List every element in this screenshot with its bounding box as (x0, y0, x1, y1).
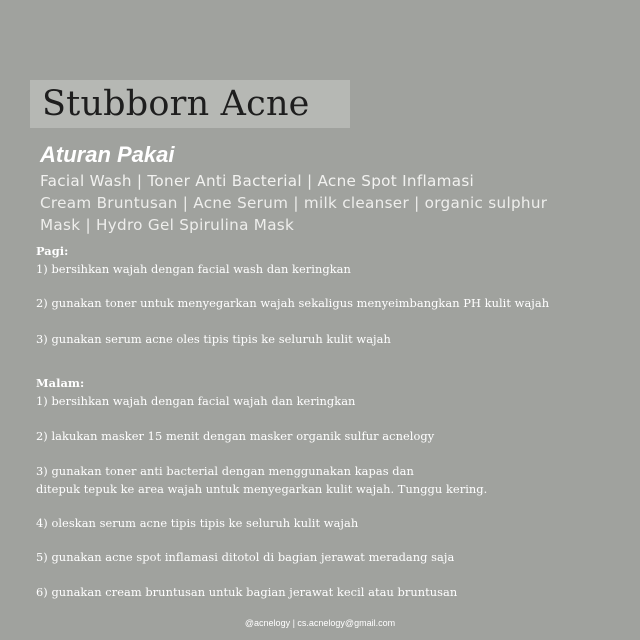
night-step: 5) gunakan acne spot inflamasi ditotol di bagian jerawat meradang saja (36, 550, 455, 564)
night-step: 2) lakukan masker 15 menit dengan masker organik sulfur acnelogy (36, 429, 435, 443)
morning-step: 2) gunakan toner untuk menyegarkan wajah sekaligus menyeimbangkan PH kulit wajah (36, 296, 550, 310)
product-line: Cream Bruntusan | Acne Serum | milk cleanser | organic sulphur (40, 194, 548, 212)
night-step: 3) gunakan toner anti bacterial dengan menggunakan kapas dan (36, 464, 414, 478)
night-step: 4) oleskan serum acne tipis tipis ke seluruh kulit wajah (36, 516, 359, 530)
morning-step: 3) gunakan serum acne oles tipis tipis ke seluruh kulit wajah (36, 332, 391, 346)
night-heading: Malam: (36, 376, 85, 390)
product-line: Facial Wash | Toner Anti Bacterial | Acne Spot Inflamasi (40, 172, 475, 190)
night-step: 6) gunakan cream bruntusan untuk bagian jerawat kecil atau bruntusan (36, 585, 458, 599)
product-list (40, 170, 620, 236)
night-step-continuation: ditepuk tepuk ke area wajah untuk menyegarkan kulit wajah. Tunggu kering. (36, 482, 488, 496)
night-step: 1) bersihkan wajah dengan facial wajah dan keringkan (36, 394, 356, 408)
usage-subtitle: Aturan Pakai (40, 142, 175, 167)
footer-contact: @acnelogy | cs.acnelogy@gmail.com (244, 618, 396, 628)
page-title: Stubborn Acne (42, 84, 310, 124)
morning-heading: Pagi: (36, 244, 69, 258)
morning-step: 1) bersihkan wajah dengan facial wash dan keringkan (36, 262, 351, 276)
product-line: Mask | Hydro Gel Spirulina Mask (40, 216, 295, 234)
